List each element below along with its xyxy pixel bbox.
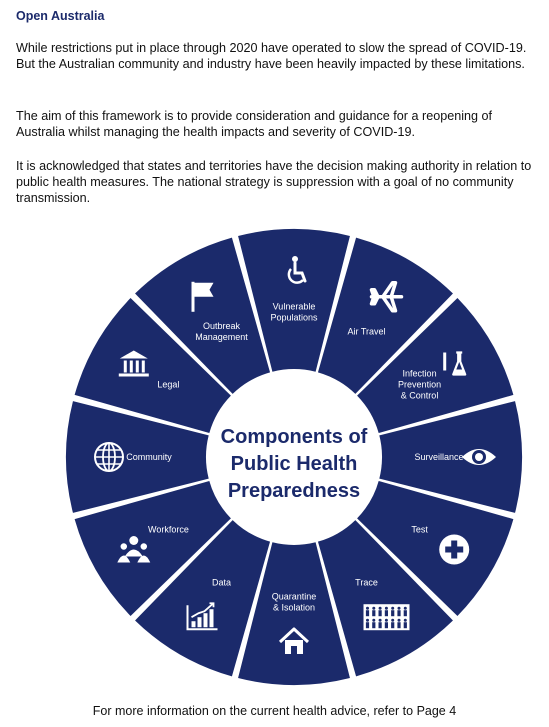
page-title: Open Australia bbox=[16, 9, 105, 23]
segment-label: Data bbox=[211, 577, 232, 588]
center-title-line-3: Preparedness bbox=[227, 480, 361, 502]
medical-cross-icon bbox=[439, 535, 469, 565]
segment-label: Management bbox=[195, 331, 248, 342]
segment-label: & Control bbox=[400, 390, 439, 401]
segment-label: Legal bbox=[157, 379, 180, 390]
aim-paragraph: The aim of this framework is to provide consideration and guidance for a reopening of Australia whilst managing the health impacts and severity of COVID-19. bbox=[16, 109, 493, 139]
segment-label: Workforce bbox=[148, 524, 189, 535]
footer-note: For more information on the current health advice, refer to Page 4 bbox=[92, 704, 457, 718]
segment-label: Community bbox=[126, 452, 172, 462]
segment-label: Air Travel bbox=[347, 326, 386, 337]
segment-label: Quarantine bbox=[271, 591, 317, 602]
segment-label: Test bbox=[411, 524, 428, 535]
segment-label: & Isolation bbox=[272, 602, 316, 613]
segment-label: Vulnerable bbox=[272, 301, 316, 312]
segment-label: Outbreak bbox=[202, 320, 241, 331]
public-health-wheel-diagram bbox=[0, 228, 549, 696]
authority-paragraph: It is acknowledged that states and territories have the decision making authority in relation to public health measures. The national strategy is suppression with a goal of no community transmission. bbox=[16, 159, 532, 205]
segment-label: Prevention bbox=[398, 379, 442, 390]
segment-label: Infection bbox=[402, 368, 437, 379]
center-title-line-1: Components of bbox=[220, 426, 368, 448]
people-grid-icon bbox=[364, 604, 410, 630]
globe-icon bbox=[95, 443, 123, 471]
segment-label: Surveillance bbox=[414, 452, 464, 462]
segment-label: Trace bbox=[355, 577, 378, 588]
segment-label: Populations bbox=[270, 312, 318, 323]
center-title-line-2: Public Health bbox=[230, 453, 358, 475]
intro-paragraph: While restrictions put in place through 2020 have operated to slow the spread of COVID-19. But the Australian community and industry have been heavily impacted by these limitations. bbox=[16, 41, 527, 71]
